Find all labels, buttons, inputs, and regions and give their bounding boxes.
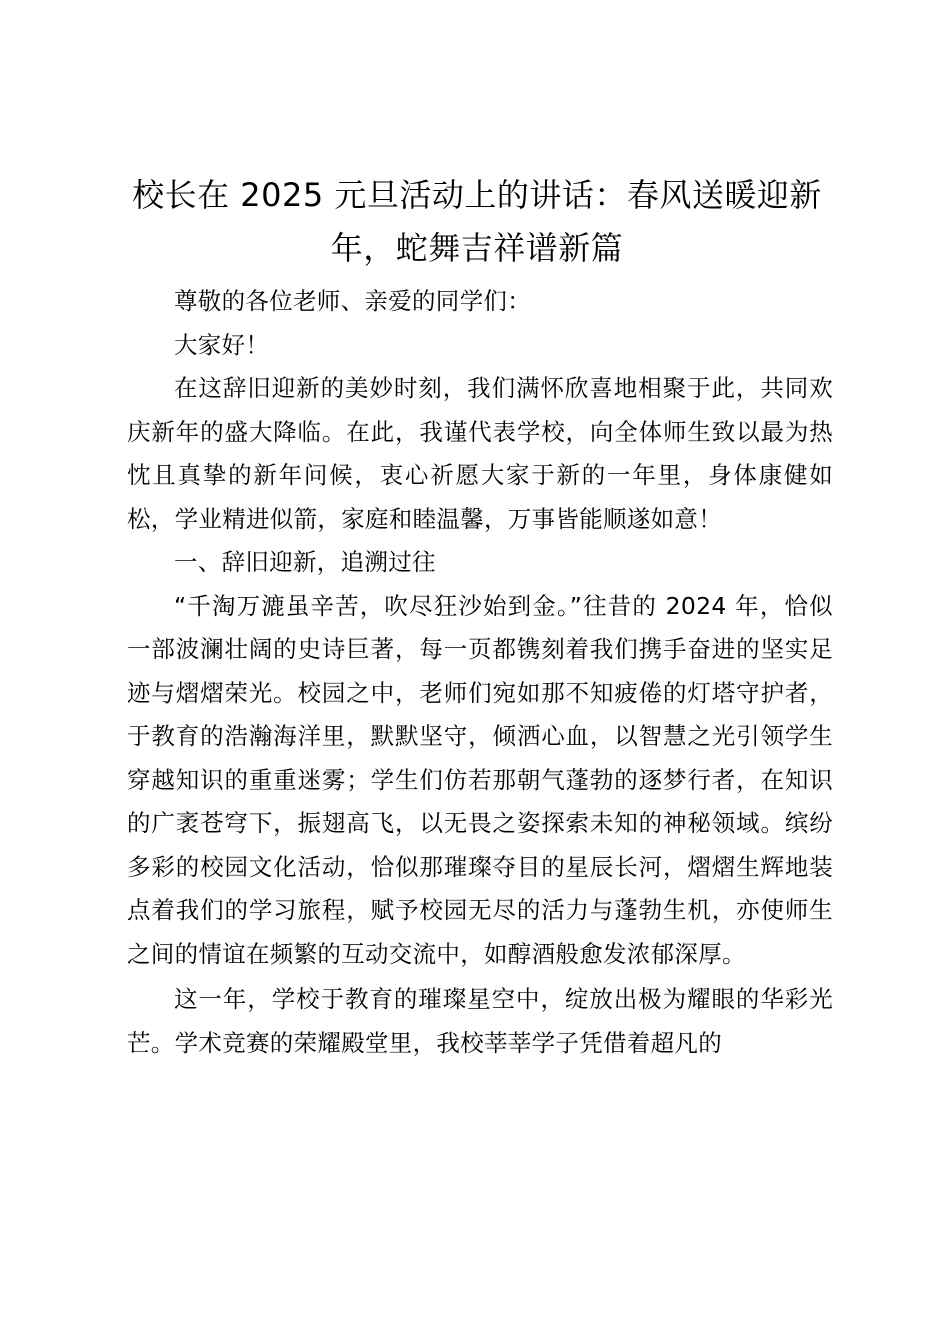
achievement-paragraph: 这一年，学校于教育的璀璨星空中，绽放出极为耀眼的华彩光芒。学术竞赛的荣耀殿堂里，我校莘莘学子凭借着超凡的: [127, 985, 833, 1057]
salutation-paragraph: 尊敬的各位老师、亲爱的同学们：: [174, 287, 531, 315]
section-heading: 一、辞旧迎新，追溯过往: [174, 548, 436, 576]
greeting-paragraph: 大家好！: [174, 330, 270, 359]
opening-paragraph: 在这辞旧迎新的美妙时刻，我们满怀欣喜地相聚于此，共同欢庆新年的盛大降临。在此，我谨代表学校，向全体师生致以最为热忱且真挚的新年问候，衷心祈愿大家于新的一年里，身体康健如松，学业精进似箭，家庭和睦温馨，万事皆能顺遂如意！: [127, 374, 833, 533]
document-title: 校长在 2025 元旦活动上的讲话：春风送暖迎新年，蛇舞吉祥谱新篇: [132, 176, 822, 267]
review-paragraph: “千淘万漉虽辛苦，吹尽狂沙始到金。”往昔的 2024 年，恰似一部波澜壮阔的史诗巨著，每一页都镌刻着我们携手奋进的坚实足迹与熠熠荣光。校园之中，老师们宛如那不知疲倦的灯塔守护者，于教育的浩瀚海洋里，默默坚守，倾洒心血，以智慧之光引领学生穿越知识的重重迷雾；学生们仿若那朝气蓬勃的逐梦行者，在知识的广袤苍穹下，振翅高飞，以无畏之姿探索未知的神秘领域。缤纷多彩的校园文化活动，恰似那璀璨夺目的星辰长河，熠熠生辉地装点着我们的学习旅程，赋予校园无尽的活力与蓬勃生机，亦使师生之间的情谊在频繁的互动交流中，如醇酒般愈发浓郁深厚。: [127, 591, 833, 968]
document-body: [127, 280, 833, 1065]
